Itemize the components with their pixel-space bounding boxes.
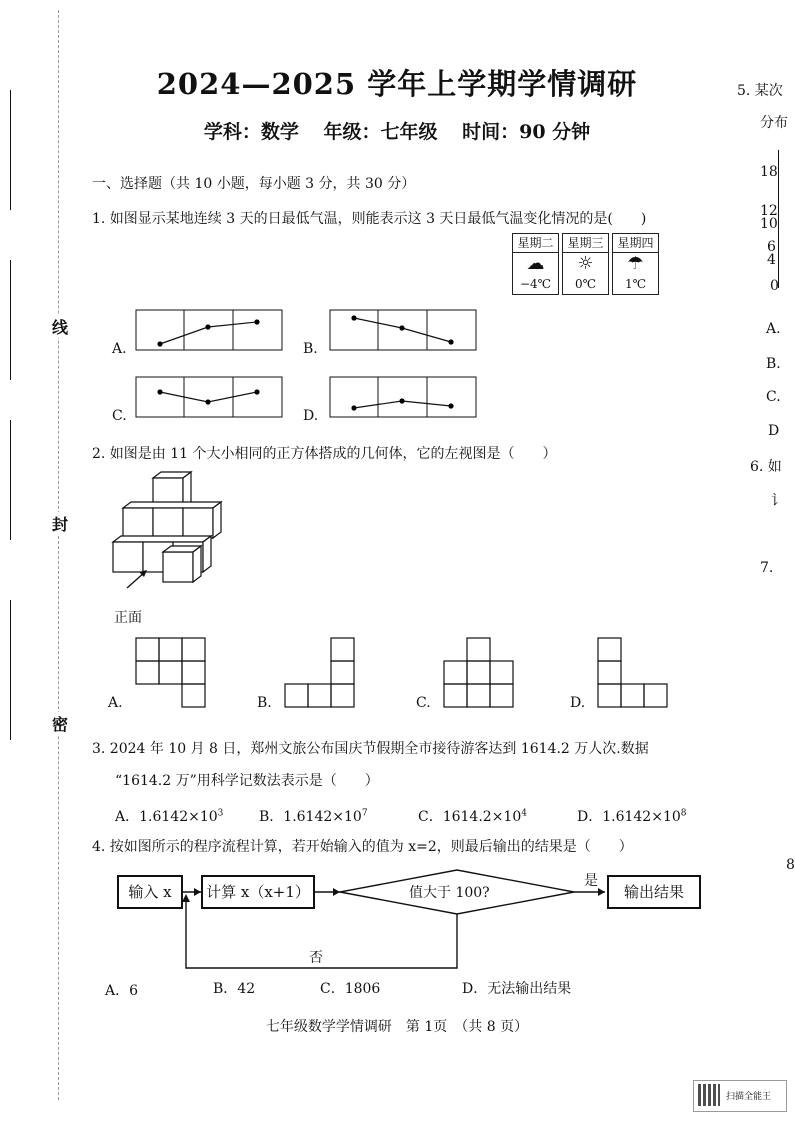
flow-input-box: 输入 x bbox=[117, 875, 183, 909]
question-3-line2: “1614.2 万”用科学记数法表示是（ ） bbox=[115, 773, 379, 789]
cloud-sun-icon: ☁ bbox=[526, 253, 545, 274]
weather-day: 星期二 bbox=[513, 234, 558, 253]
q3-option-d-text: D．1.6142×10 bbox=[577, 809, 681, 825]
q2-option-b-view bbox=[284, 637, 356, 709]
right-q6: 6. 如 bbox=[750, 459, 782, 475]
gutter-line bbox=[10, 90, 11, 210]
q3-option-c-exp: 4 bbox=[521, 808, 527, 819]
q4-option-a: A．6 bbox=[105, 983, 139, 999]
flow-decision-text: 值大于 100? bbox=[409, 885, 490, 901]
right-edge-number: 8 bbox=[786, 857, 795, 873]
right-q5-line1: 5. 某次 bbox=[737, 83, 783, 99]
q2-option-d-label: D. bbox=[570, 695, 586, 711]
weather-card bbox=[612, 233, 659, 295]
q1-option-a-graph bbox=[135, 309, 285, 353]
q3-option-a bbox=[115, 806, 223, 826]
weather-temp: −4℃ bbox=[519, 277, 552, 291]
q3-option-c bbox=[418, 806, 527, 826]
weather-day: 星期四 bbox=[613, 234, 658, 253]
q1-option-d-graph bbox=[329, 376, 479, 420]
q2-option-c-label: C. bbox=[416, 695, 431, 711]
q3-option-a-exp: 3 bbox=[217, 808, 224, 819]
right-axis-tick: 6 bbox=[767, 239, 776, 255]
right-option: D bbox=[768, 423, 780, 439]
front-label: 正面 bbox=[114, 610, 142, 626]
q2-option-a-view bbox=[135, 637, 207, 709]
right-axis-tick: 12 bbox=[760, 203, 778, 219]
weather-card bbox=[562, 233, 609, 295]
scanner-watermark bbox=[693, 1080, 787, 1112]
gutter-dashed-line bbox=[58, 10, 59, 1100]
question-3-line1: 3. 2024 年 10 月 8 日，郑州文旅公布国庆节假期全市接待游客达到 1614.2 万人次.数据 bbox=[92, 741, 649, 757]
right-option: A. bbox=[766, 321, 781, 337]
page-footer: 七年级数学学情调研 第 1页 （共 8 页） bbox=[265, 1019, 529, 1035]
right-axis-tick: 10 bbox=[760, 216, 778, 232]
right-axis-tick: 4 bbox=[767, 252, 776, 268]
q3-option-b-text: B．1.6142×10 bbox=[259, 809, 362, 825]
weather-temp: 0℃ bbox=[574, 277, 597, 291]
scanner-logo-text: 扫描全能王 bbox=[726, 1092, 772, 1102]
gutter-xian: 线 bbox=[52, 315, 68, 338]
weather-card bbox=[512, 233, 559, 295]
q1-option-b-graph bbox=[329, 309, 479, 353]
right-q5-line2: 分布 bbox=[760, 115, 788, 131]
gutter-line bbox=[10, 420, 11, 540]
page-title: 2024—2025 学年上学期学情调研 bbox=[156, 67, 638, 101]
rain-cloud-icon: ☂ bbox=[627, 253, 644, 274]
qr-code-icon bbox=[698, 1084, 720, 1106]
q4-option-d: D．无法输出结果 bbox=[462, 981, 572, 997]
gutter-mi: 密 bbox=[52, 712, 68, 735]
right-axis-line bbox=[778, 150, 779, 288]
q2-option-a-label: A. bbox=[108, 695, 123, 711]
right-q7: 7. bbox=[760, 560, 774, 576]
question-4-text: 4. 按如图所示的程序流程计算，若开始输入的值为 x=2，则最后输出的结果是（ ） bbox=[92, 839, 633, 855]
cube-stack-figure bbox=[105, 470, 230, 590]
time-label: 时间：90 分钟 bbox=[462, 121, 591, 143]
gutter-line bbox=[10, 260, 11, 380]
q3-option-c-text: C．1614.2×10 bbox=[418, 809, 522, 825]
q3-option-b-exp: 7 bbox=[361, 808, 368, 819]
gutter-feng: 封 bbox=[52, 512, 68, 535]
right-q6-cont: 讠 bbox=[771, 493, 785, 509]
q3-option-b bbox=[259, 806, 368, 826]
q4-option-b: B．42 bbox=[213, 981, 256, 997]
subtitle bbox=[0, 117, 794, 144]
question-1-text: 1. 如图显示某地连续 3 天的日最低气温，则能表示这 3 天日最低气温变化情况的是( ) bbox=[92, 211, 647, 227]
flow-output-box: 输出结果 bbox=[607, 875, 701, 909]
q2-option-d-view bbox=[597, 637, 669, 709]
q1-option-a-label: A. bbox=[112, 341, 127, 357]
right-axis-tick: 18 bbox=[760, 164, 778, 180]
q2-option-b-label: B. bbox=[257, 695, 272, 711]
weather-temp: 1℃ bbox=[624, 277, 647, 291]
gutter-line bbox=[10, 600, 11, 740]
sun-icon: ☼ bbox=[577, 253, 594, 274]
q3-option-a-text: A．1.6142×10 bbox=[115, 809, 218, 825]
section-heading: 一、选择题（共 10 小题，每小题 3 分，共 30 分） bbox=[92, 176, 416, 192]
q1-option-c-label: C. bbox=[112, 408, 127, 424]
flow-yes-label: 是 bbox=[584, 873, 598, 889]
right-option: B. bbox=[766, 356, 781, 372]
grade-label: 年级：七年级 bbox=[323, 121, 438, 143]
q1-option-c-graph bbox=[135, 376, 285, 420]
question-2-text: 2. 如图是由 11 个大小相同的正方体搭成的几何体，它的左视图是（ ） bbox=[92, 446, 557, 462]
right-axis-tick: 0 bbox=[770, 278, 779, 294]
flow-compute-box: 计算 x（x+1） bbox=[201, 875, 315, 909]
right-option: C. bbox=[766, 389, 781, 405]
q3-option-d-exp: 8 bbox=[680, 808, 687, 819]
weather-cards bbox=[512, 233, 659, 295]
q3-option-d bbox=[577, 806, 687, 826]
q1-option-b-label: B. bbox=[303, 341, 318, 357]
flow-no-label: 否 bbox=[309, 950, 323, 966]
q2-option-c-view bbox=[443, 637, 515, 709]
subject-label: 学科：数学 bbox=[203, 121, 299, 143]
q4-option-c: C．1806 bbox=[320, 981, 381, 997]
q1-option-d-label: D. bbox=[303, 408, 319, 424]
weather-day: 星期三 bbox=[563, 234, 608, 253]
